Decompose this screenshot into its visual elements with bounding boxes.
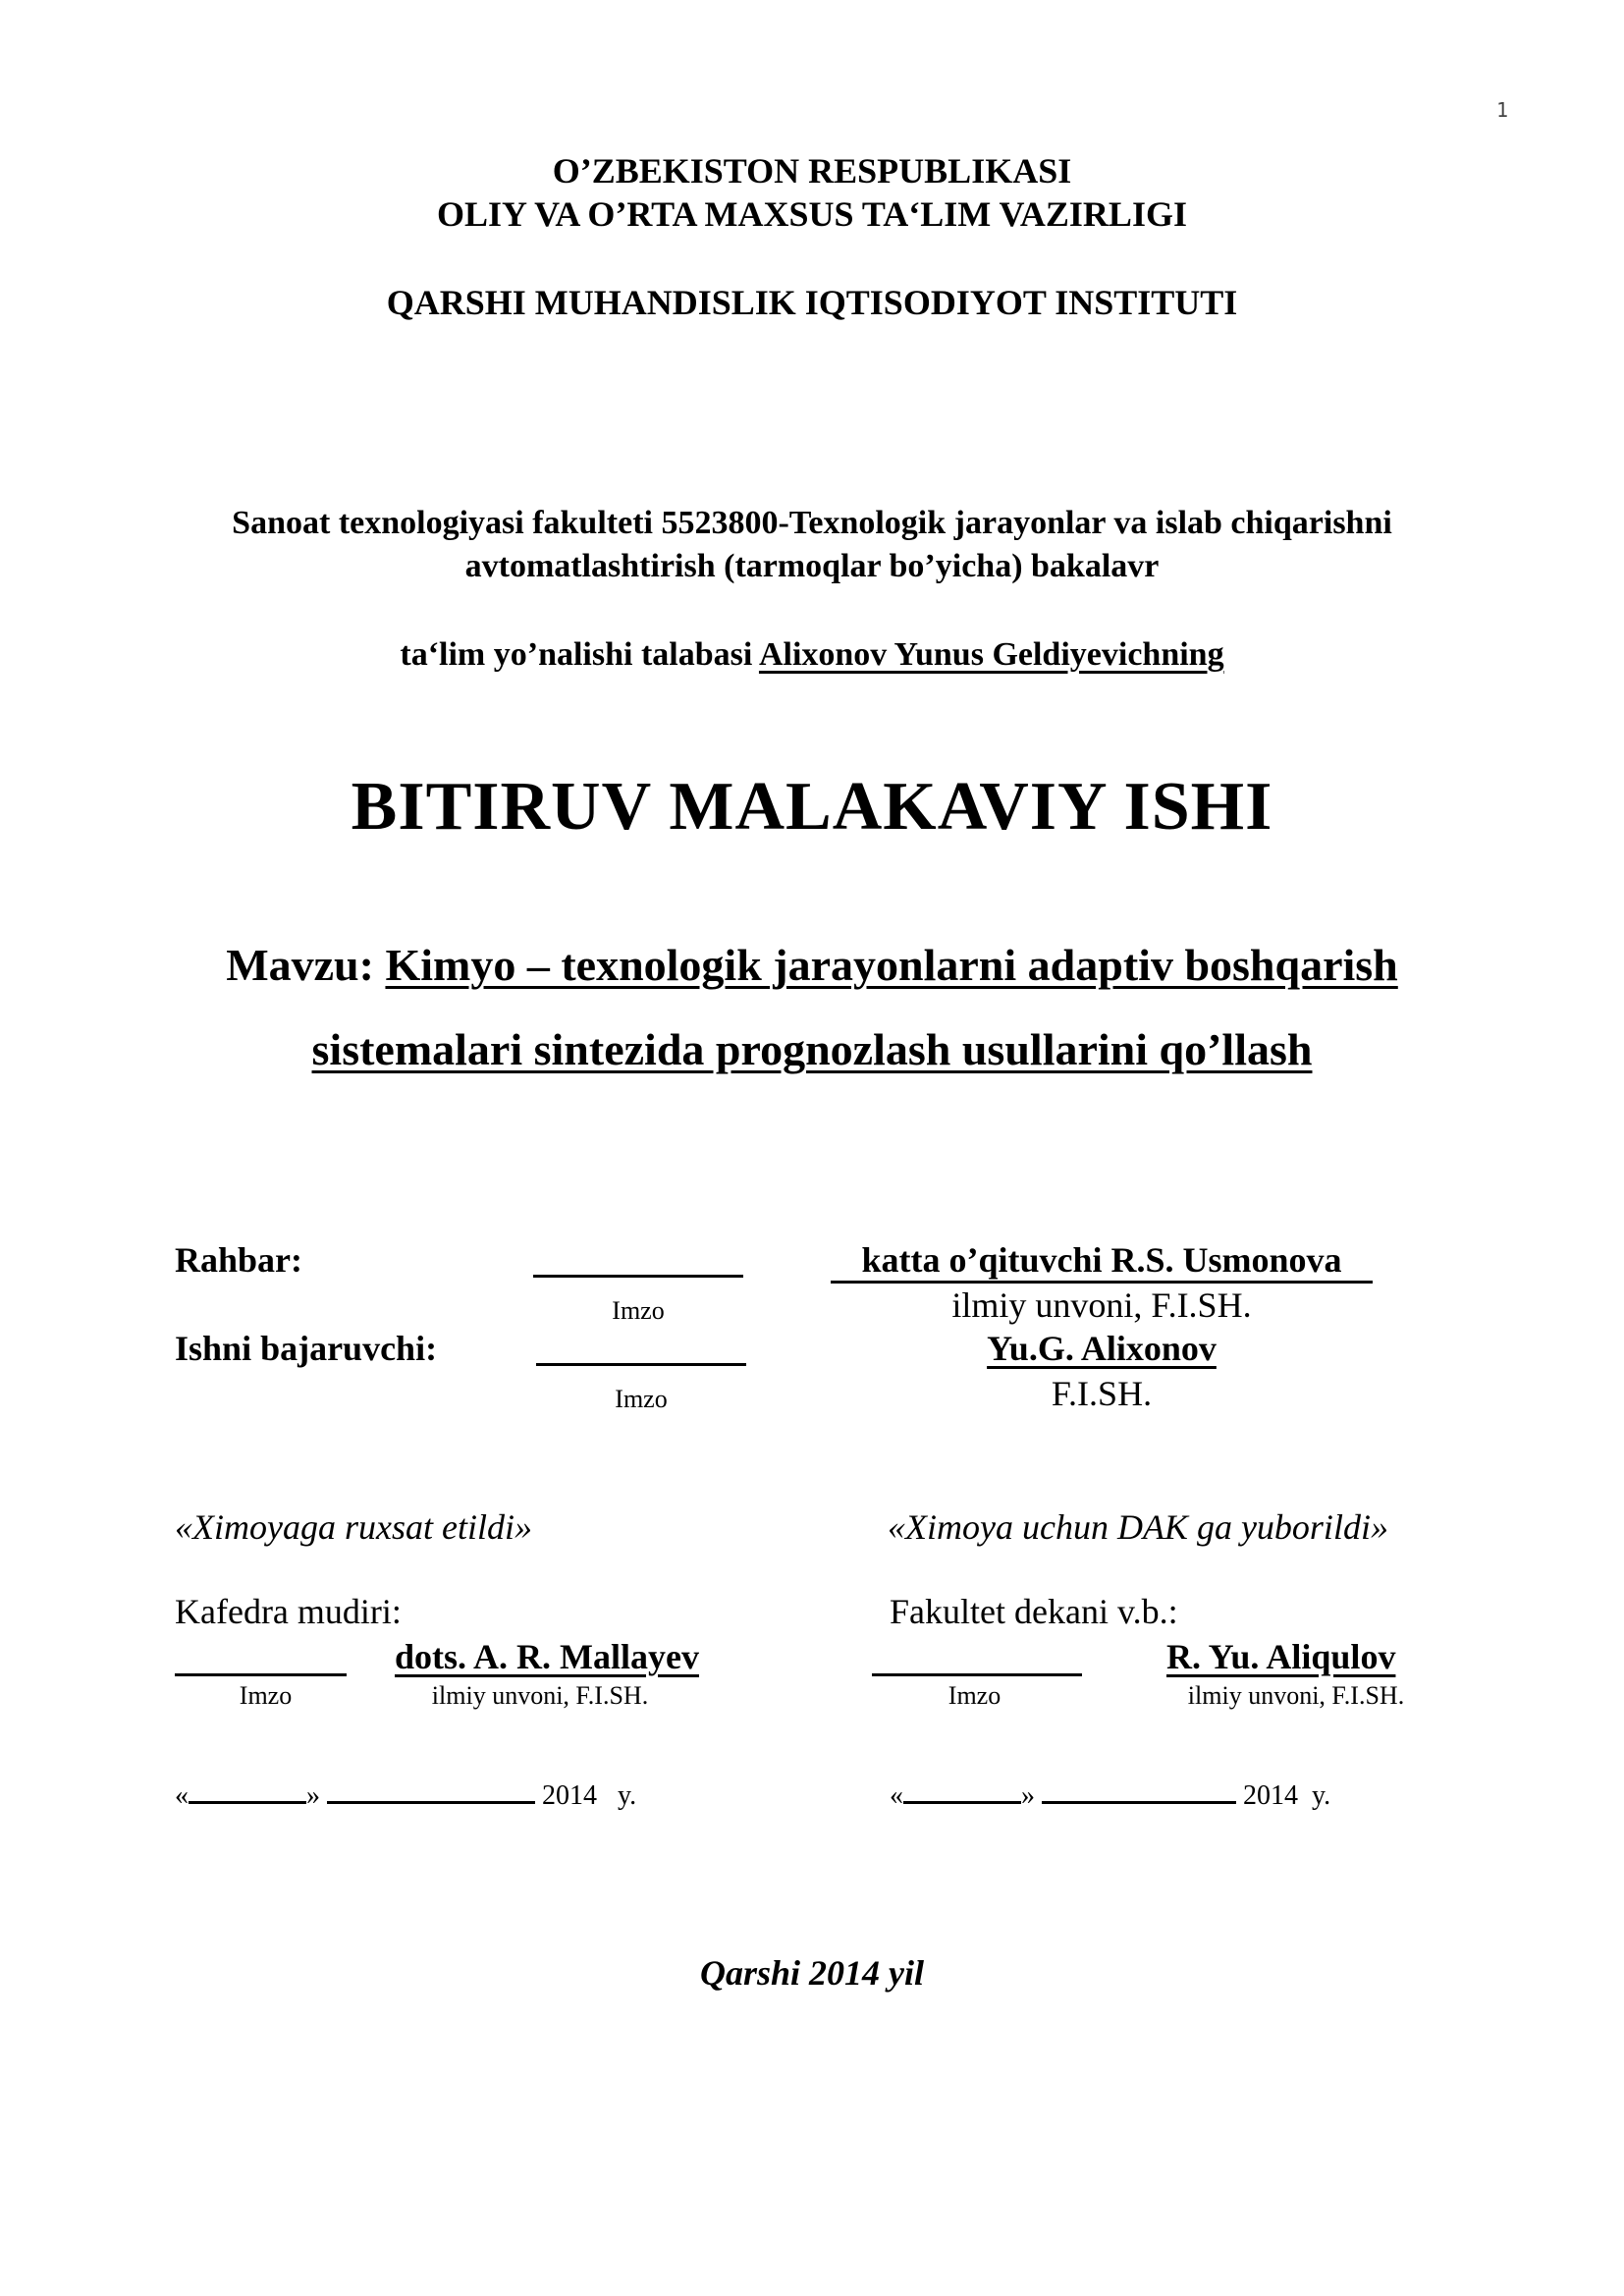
right-date-year: 2014 (1243, 1780, 1298, 1811)
approval-left-title: «Ximoyaga ruxsat etildi» (175, 1507, 532, 1547)
left-date-year: 2014 (542, 1780, 597, 1811)
approval-left-imzo: Imzo (239, 1681, 293, 1710)
bajaruvchi-label: Ishni bajaruvchi: (175, 1329, 438, 1368)
approval-left-role: Kafedra mudiri: (175, 1592, 402, 1631)
approval-right-caption: ilmiy unvoni, F.I.SH. (1187, 1681, 1405, 1710)
right-date-suffix: y. (1312, 1780, 1331, 1811)
approval-right-name-wrap (1166, 1636, 1395, 1677)
left-date-day-blank (189, 1779, 306, 1804)
approval-right-date: « » 2014 y. (890, 1780, 1331, 1811)
approval-left-signature-line (175, 1673, 347, 1676)
approval-left-name: dots. A. R. Mallayev (395, 1637, 699, 1676)
header-ministry-line2: OLIY VA O’RTA MAXSUS TA‘LIM VAZIRLIGI (437, 194, 1187, 234)
footer-city-year: Qarshi 2014 yil (699, 1953, 925, 1993)
approval-left-name-wrap (395, 1636, 699, 1677)
approval-left-caption: ilmiy unvoni, F.I.SH. (431, 1681, 649, 1710)
rahbar-caption: ilmiy unvoni, F.I.SH. (951, 1285, 1252, 1325)
left-date-suffix: y. (618, 1780, 637, 1811)
page-number: 1 (1495, 98, 1508, 122)
topic-label: Mavzu: (226, 940, 374, 990)
rahbar-label: Rahbar: (175, 1240, 303, 1280)
header-ministry-line1: O’ZBEKISTON RESPUBLIKASI (552, 151, 1072, 191)
approval-right-name: R. Yu. Aliqulov (1166, 1637, 1396, 1676)
approval-right-role: Fakultet dekani v.b.: (890, 1592, 1178, 1631)
bajaruvchi-name: Yu.G. Alixonov (987, 1329, 1217, 1368)
topic-line1 (0, 923, 1624, 1008)
approval-right-title: «Ximoya uchun DAK ga yuborildi» (888, 1507, 1388, 1547)
document-title: BITIRUV MALAKAVIY ISHI (351, 769, 1273, 845)
right-date-month-blank (1042, 1779, 1236, 1804)
approval-right-imzo: Imzo (947, 1681, 1001, 1710)
faculty-line1: Sanoat texnologiyasi fakulteti 5523800-Texnologik jarayonlar va islab chiqarishni (232, 505, 1392, 541)
approval-left-date: « » 2014 y. (175, 1780, 637, 1811)
topic-text-line1: Kimyo – texnologik jarayonlarni adaptiv boshqarish (385, 940, 1398, 990)
bajaruvchi-name-wrap (831, 1328, 1373, 1369)
left-date-month-blank (327, 1779, 535, 1804)
bajaruvchi-imzo-caption: Imzo (615, 1385, 668, 1413)
approval-right-signature-line (872, 1673, 1082, 1676)
bajaruvchi-signature-line (536, 1363, 746, 1366)
topic-line2 (0, 1008, 1624, 1092)
topic-text-line2: sistemalari sintezida prognozlash usullarini qo’llash (311, 1024, 1313, 1074)
rahbar-name: katta o’qituvchi R.S. Usmonova (831, 1239, 1373, 1284)
faculty-line2: avtomatlashtirish (tarmoqlar bo’yicha) bakalavr (464, 548, 1160, 584)
right-date-day-blank (903, 1779, 1021, 1804)
header-institute: QARSHI MUHANDISLIK IQTISODIYOT INSTITUTI (386, 283, 1238, 322)
student-name: Alixonov Yunus Geldiyevichning (758, 636, 1224, 673)
bajaruvchi-caption: F.I.SH. (1051, 1374, 1153, 1413)
rahbar-imzo-caption: Imzo (612, 1296, 665, 1325)
faculty-student-prefix: ta‘lim yo’nalishi talabasi (400, 636, 753, 673)
rahbar-signature-line (533, 1275, 743, 1278)
faculty-student-line (0, 633, 1624, 677)
